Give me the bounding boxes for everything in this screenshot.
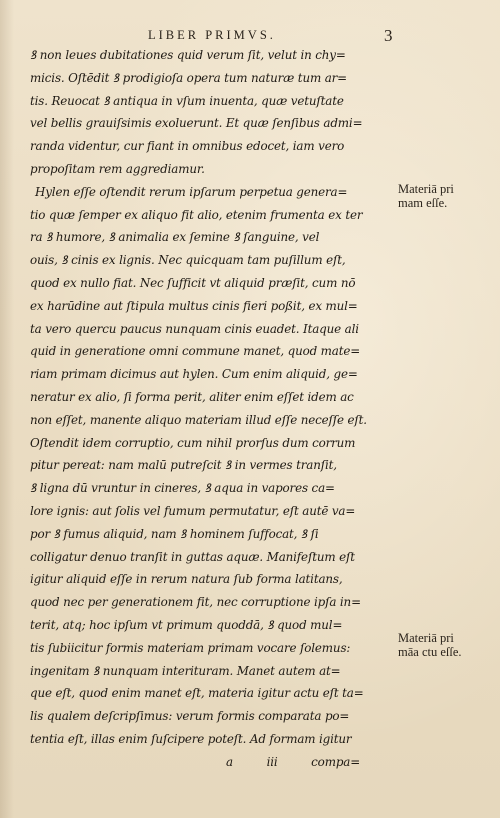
margin-note: [398, 182, 488, 210]
page-number: 3: [384, 26, 393, 45]
margin-note-line: Materiā pri: [398, 631, 454, 645]
footer-line: [30, 751, 394, 774]
margin-note-line: Materiā pri: [398, 182, 454, 196]
text-line: tis ſubiicitur formis materiam primam vocare ſolemus:: [30, 640, 351, 655]
margin-note-line: mam eſſe.: [398, 196, 448, 210]
text-line: randa videntur, cur fiant in omnibus edocet, iam vero: [30, 139, 345, 154]
text-line: micis. Oſtēdit ꝸ prodigioſa opera tum naturæ tum ar=: [30, 70, 347, 85]
text-line: tentia eſt, illas enim ſuſcipere poteſt. Ad formam igitur: [30, 731, 352, 746]
margin-note: [398, 631, 488, 659]
text-line: quod ex nullo fiat. Nec ſufficit vt aliquid præſit, cum nō: [30, 275, 356, 290]
text-line: riam primam dicimus aut hylen. Cum enim aliquid, ge=: [30, 367, 358, 382]
text-line: ra ꝸ humore, ꝸ animalia ex ſemine ꝸ ſanguine, vel: [30, 230, 320, 245]
text-line: ex harūdine aut ſtipula multus cinis fieri poßit, ex mul=: [30, 298, 358, 313]
text-line: propoſitam rem aggrediamur.: [30, 161, 205, 176]
text-line: neratur ex alio, ſi forma perit, aliter enim eſſet idem ac: [30, 389, 354, 404]
paragraph-start-line: Hylen eſſe oſtendit rerum ipſarum perpetua genera=: [35, 184, 348, 199]
text-line: vel bellis grauiſsimis exoluerunt. Et quæ ſenſibus admi=: [30, 116, 363, 131]
body-text: [30, 44, 394, 774]
text-line: colligatur denuo tranſit in guttas aquæ. Manifeſtum eſt: [30, 549, 355, 564]
text-line: tio quæ ſemper ex aliquo fit alio, etenim frumenta ex ter: [30, 207, 363, 222]
text-line: tis. Reuocat ꝸ antiqua in vſum inuenta, quæ vetuſtate: [30, 93, 344, 108]
text-line: non eſſet, manente aliquo materiam illud eſſe neceſſe eſt.: [30, 412, 367, 427]
text-line: quid in generatione omni commune manet, quod mate=: [30, 344, 361, 359]
text-line: igitur aliquid eſſe in rerum natura ſub forma latitans,: [30, 572, 343, 587]
running-head: LIBER PRIMVS.: [148, 28, 276, 42]
text-line: que eſt, quod enim manet eſt, materia igitur actu eſt ta=: [30, 686, 364, 701]
text-line: terit, atq; hoc ipſum vt primum quoddā, ꝸ quod mul=: [30, 617, 343, 632]
text-line: ꝸ ligna dū vruntur in cineres, ꝸ aqua in vapores ca=: [30, 481, 335, 496]
text-line: ouis, ꝸ cinis ex lignis. Nec quicquam tam puſillum eſt,: [30, 253, 346, 268]
text-line: lore ignis: aut ſolis vel fumum permutatur, eſt autē va=: [30, 503, 356, 518]
text-line: pitur pereat: nam malū putreſcit ꝸ in vermes tranſit,: [30, 458, 337, 473]
text-line: ta vero quercu paucus nunquam cinis euadet. Itaque ali: [30, 321, 359, 336]
signature-mark: a iii: [226, 754, 278, 769]
catchword: compa=: [311, 754, 361, 769]
text-line: Oſtendit idem corruptio, cum nihil prorſus dum corrum: [30, 435, 356, 450]
text-line: lis qualem deſcripſimus: verum formis comparata po=: [30, 709, 350, 724]
text-line: quod nec per generationem fit, nec corruptione ipſa in=: [30, 595, 361, 610]
text-line: ingenitam ꝸ nunquam interituram. Manet autem at=: [30, 663, 341, 678]
text-line: ꝸ non leues dubitationes quid verum ſit, velut in chy=: [30, 48, 346, 62]
margin-note-line: māa ctu eſſe.: [398, 645, 462, 659]
text-line: por ꝸ fumus aliquid, nam ꝸ hominem ſuffocat, ꝸ ſi: [30, 526, 319, 541]
